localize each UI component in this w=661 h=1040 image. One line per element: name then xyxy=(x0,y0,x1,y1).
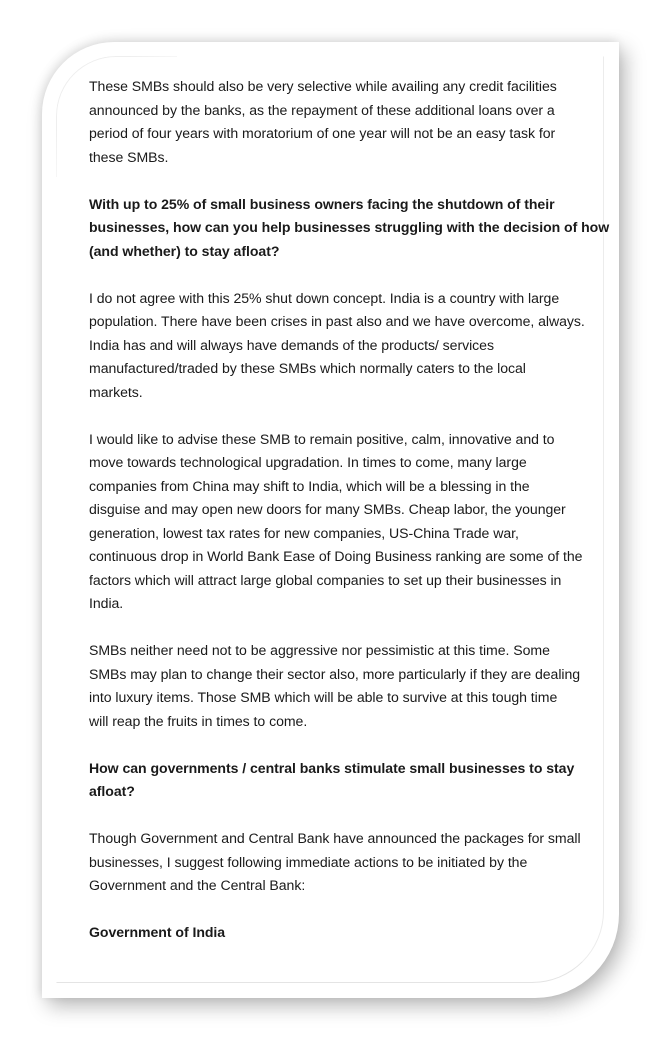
text-line: businesses, I suggest following immediate actions to be initiated by the xyxy=(89,853,528,870)
text-line: SMBs may plan to change their sector also, more particularly if they are dealing xyxy=(89,665,581,682)
text-line: disguise and may open new doors for many SMBs. Cheap labor, the younger xyxy=(89,501,566,517)
text-line: India has and will always have demands of the products/ services xyxy=(89,336,494,353)
text-line: Though Government and Central Bank have announced the packages for small xyxy=(89,830,581,846)
text-line: continuous drop in World Bank Ease of Doing Business ranking are some of the xyxy=(89,548,583,564)
paragraph-neither-aggressive xyxy=(89,639,589,733)
text-line: India. xyxy=(89,595,124,611)
paragraph-suggested-actions xyxy=(89,827,589,898)
text-line: SMBs neither need not to be aggressive nor pessimistic at this time. Some xyxy=(89,642,550,658)
text-line: companies from China may shift to India, which will be a blessing in the xyxy=(89,477,530,494)
document-card xyxy=(42,42,619,998)
paragraph-smb-credit-caution xyxy=(89,75,589,169)
text-line: announced by the banks, as the repayment of these additional loans over a xyxy=(89,101,555,118)
paragraph-disagree-shutdown xyxy=(89,287,589,405)
text-line: generation, lowest tax rates for new companies, US-China Trade war, xyxy=(89,524,519,541)
article-body xyxy=(89,75,610,945)
text-line: I would like to advise these SMB to remain positive, calm, innovative and to xyxy=(89,430,555,447)
text-line: afloat? xyxy=(89,783,135,799)
text-line: into luxury items. Those SMB which will be able to survive at this tough time xyxy=(89,689,558,705)
question-governments-stimulate xyxy=(89,757,589,804)
text-line: these SMBs. xyxy=(89,148,169,165)
text-line: businesses, how can you help businesses struggling with the decision of how xyxy=(89,219,610,235)
text-line: (and whether) to stay afloat? xyxy=(89,242,280,259)
text-line: These SMBs should also be very selective while availing any credit facilities xyxy=(89,78,557,94)
text-line: markets. xyxy=(89,383,143,400)
text-line: will reap the fruits in times to come. xyxy=(89,712,308,729)
text-line: factors which will attract large global companies to set up their businesses in xyxy=(89,571,562,588)
question-stay-afloat xyxy=(89,193,610,264)
text-line: How can governments / central banks stimulate small businesses to stay xyxy=(89,759,575,776)
text-line: period of four years with moratorium of one year will not be an easy task for xyxy=(89,125,556,141)
text-line: move towards technological upgradation. In times to come, many large xyxy=(89,454,527,470)
paragraph-advice xyxy=(89,428,589,616)
text-line: I do not agree with this 25% shut down concept. India is a country with large xyxy=(89,289,560,306)
text-line: With up to 25% of small business owners facing the shutdown of their xyxy=(89,195,555,212)
text-line: Government and the Central Bank: xyxy=(89,877,306,893)
text-line: Government of India xyxy=(89,924,226,940)
text-line: manufactured/traded by these SMBs which normally caters to the local xyxy=(89,360,526,376)
subheading-government-of-india xyxy=(89,921,589,945)
text-line: population. There have been crises in past also and we have overcome, always. xyxy=(89,313,585,329)
